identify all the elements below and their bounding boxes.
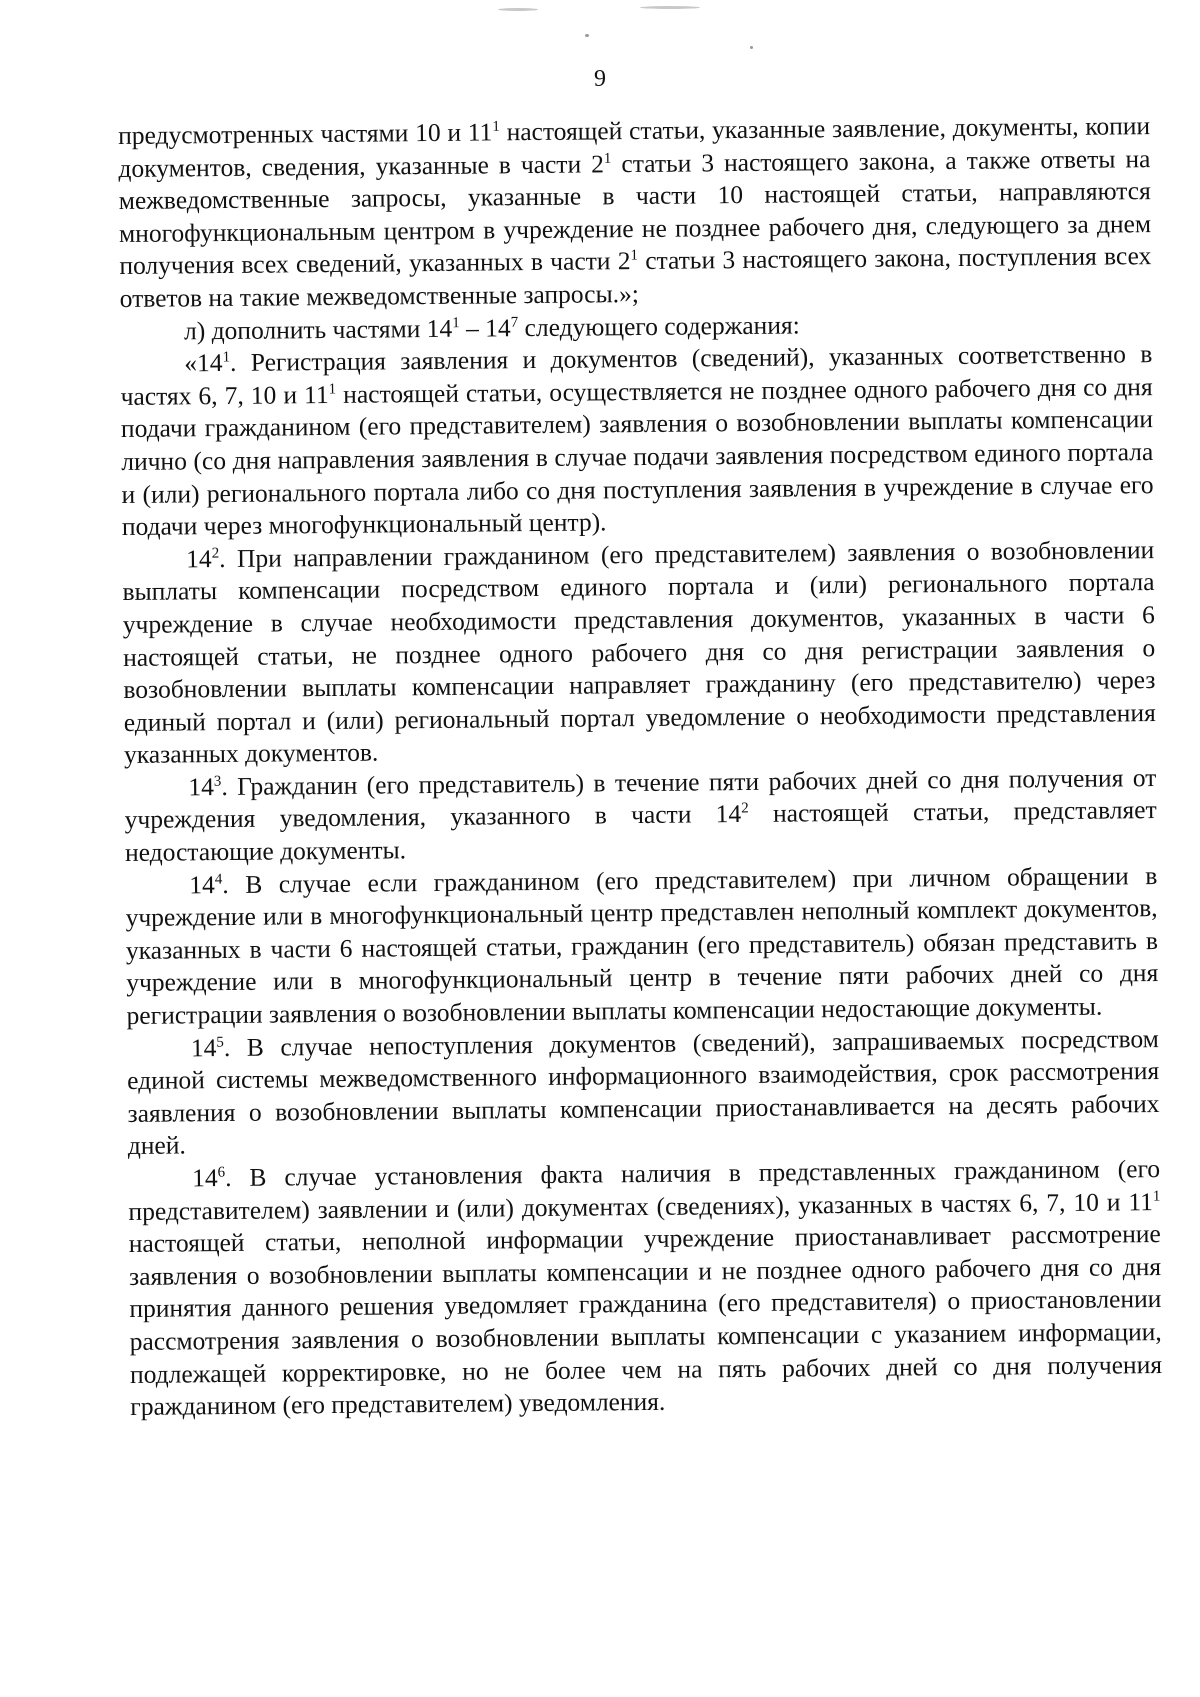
paragraph-text: настоящей статьи, неполной информации учреждение приостанавливает рассмотрение заявления о возобновлении выплаты компенсации и не позднее одного рабочего дня со дня принятия данного решения уведомляет гражданина (его представителя) о приостановлении рассмотрения заявления о возобновлении выплаты компенсации с указанием информации, подлежащей корректировке, но не более чем на пять рабочих дней со дня получения гражданином (его представителем) уведомления.	[128, 1219, 1163, 1422]
paragraph-text: статьи 3 настоящего закона, а также ответы на межведомственные запросы, указанные в части 10 настоящей статьи, направляются многофункциональным центром в учреждение не позднее рабочего дня, следующего за днем получения всех сведений, указанных в части 2	[118, 143, 1152, 281]
paragraph-text: 14	[188, 771, 215, 802]
superscript-index: 1	[328, 381, 337, 398]
superscript-index: 1	[603, 150, 612, 167]
page-number: 9	[594, 66, 606, 92]
document-body	[118, 110, 1162, 1424]
superscript-index: 3	[213, 773, 222, 790]
paragraph-text: . В случае если гражданином (его представителем) при личном обращении в учреждение или в многофункциональный центр представлен неполный комплект документов, указанных в части 6 настоящей статьи, гражданин (его представитель) обязан представить в учреждение или в многофункциональный центр в течение пяти рабочих дней со дня регистрации заявления о возобновлении выплаты компенсации недостающие документы.	[125, 860, 1159, 1030]
paragraph-text: . В случае установления факта наличия в представленных гражданином (его представителем) заявлении и (или) документах (сведениях), указанных в частях 6, 7, 10 и 11	[128, 1154, 1161, 1226]
paragraph-text: – 14	[459, 312, 511, 343]
scan-speck	[498, 8, 538, 11]
paragraph-text: . Регистрация заявления и документов (сведений), указанных соответственно в частях 6, 7, 10 и 11	[120, 339, 1153, 411]
superscript-index: 2	[211, 545, 220, 562]
superscript-index: 1	[492, 118, 500, 135]
paragraph-14-1	[120, 338, 1154, 543]
paragraph-continuation	[118, 110, 1152, 315]
paragraph-14-4	[125, 860, 1159, 1033]
paragraph-text: л) дополнить частями 14	[183, 313, 453, 345]
scan-speck	[640, 6, 700, 9]
superscript-index: 4	[214, 871, 223, 888]
paragraph-14-6	[128, 1153, 1162, 1424]
superscript-index: 1	[1152, 1188, 1161, 1205]
paragraph-14-2	[122, 534, 1156, 772]
paragraph-text: «14	[184, 348, 223, 378]
paragraph-text: 14	[186, 543, 212, 574]
superscript-index: 1	[222, 349, 231, 366]
paragraph-text: настоящей статьи, осуществляется не позднее одного рабочего дня со дня подачи гражданином (его представителем) заявления о возобновлении выплаты компенсации лично (со дня направления заявления в случае подачи заявления посредством единого портала и (или) регионального портала либо со дня поступления заявления в учреждение в случае его подачи через многофункциональный центр).	[120, 371, 1154, 542]
paragraph-text: 14	[189, 869, 215, 900]
paragraph-text: настоящей статьи, представляет недостающие документы.	[124, 795, 1157, 868]
superscript-index: 1	[630, 247, 639, 264]
paragraph-14-5	[127, 1023, 1160, 1163]
superscript-index: 5	[216, 1034, 224, 1051]
paragraph-text: . В случае непоступления документов (сведений), запрашиваемых посредством единой системы межведомственного информационного взаимодействия, срок рассмотрения заявления о возобновлении выплаты компенсации приостанавливается на десять рабочих дней.	[127, 1023, 1160, 1161]
paragraph-14-3	[124, 762, 1157, 870]
paragraph-text: . При направлении гражданином (его представителем) заявления о возобновлении выплаты компенсации посредством единого портала и (или) регионального портала учреждение в случае необходимости представления документов, указанных в части 6 настоящей статьи, не позднее одного рабочего дня со дня регистрации заявления о возобновлении выплаты компенсации направляет гражданину (его представителю) через единый портал и (или) региональный портал уведомление о необходимости представления указанных документов.	[122, 534, 1156, 770]
superscript-index: 6	[217, 1164, 226, 1181]
paragraph-text: 14	[192, 1163, 218, 1193]
superscript-index: 1	[452, 314, 460, 331]
paragraph-text: настоящей статьи, указанные заявление, документы, копии документов, сведения, указанные в части 2	[118, 111, 1151, 183]
paragraph-text: предусмотренных частями 10 и 11	[118, 117, 493, 150]
scan-speck	[585, 34, 589, 37]
superscript-index: 2	[741, 800, 749, 818]
paragraph-text: статьи 3 настоящего закона, поступления всех ответов на такие межведомственные запросы.»;	[119, 241, 1152, 313]
paragraph-text: следующего содержания:	[518, 310, 800, 342]
superscript-index: 7	[510, 314, 519, 331]
paragraph-text: 14	[190, 1032, 217, 1062]
scan-speck	[750, 46, 753, 49]
paragraph-text: . Гражданин (его представитель) в течение пяти рабочих дней со дня получения от учреждения уведомления, указанного в части 14	[124, 762, 1157, 835]
